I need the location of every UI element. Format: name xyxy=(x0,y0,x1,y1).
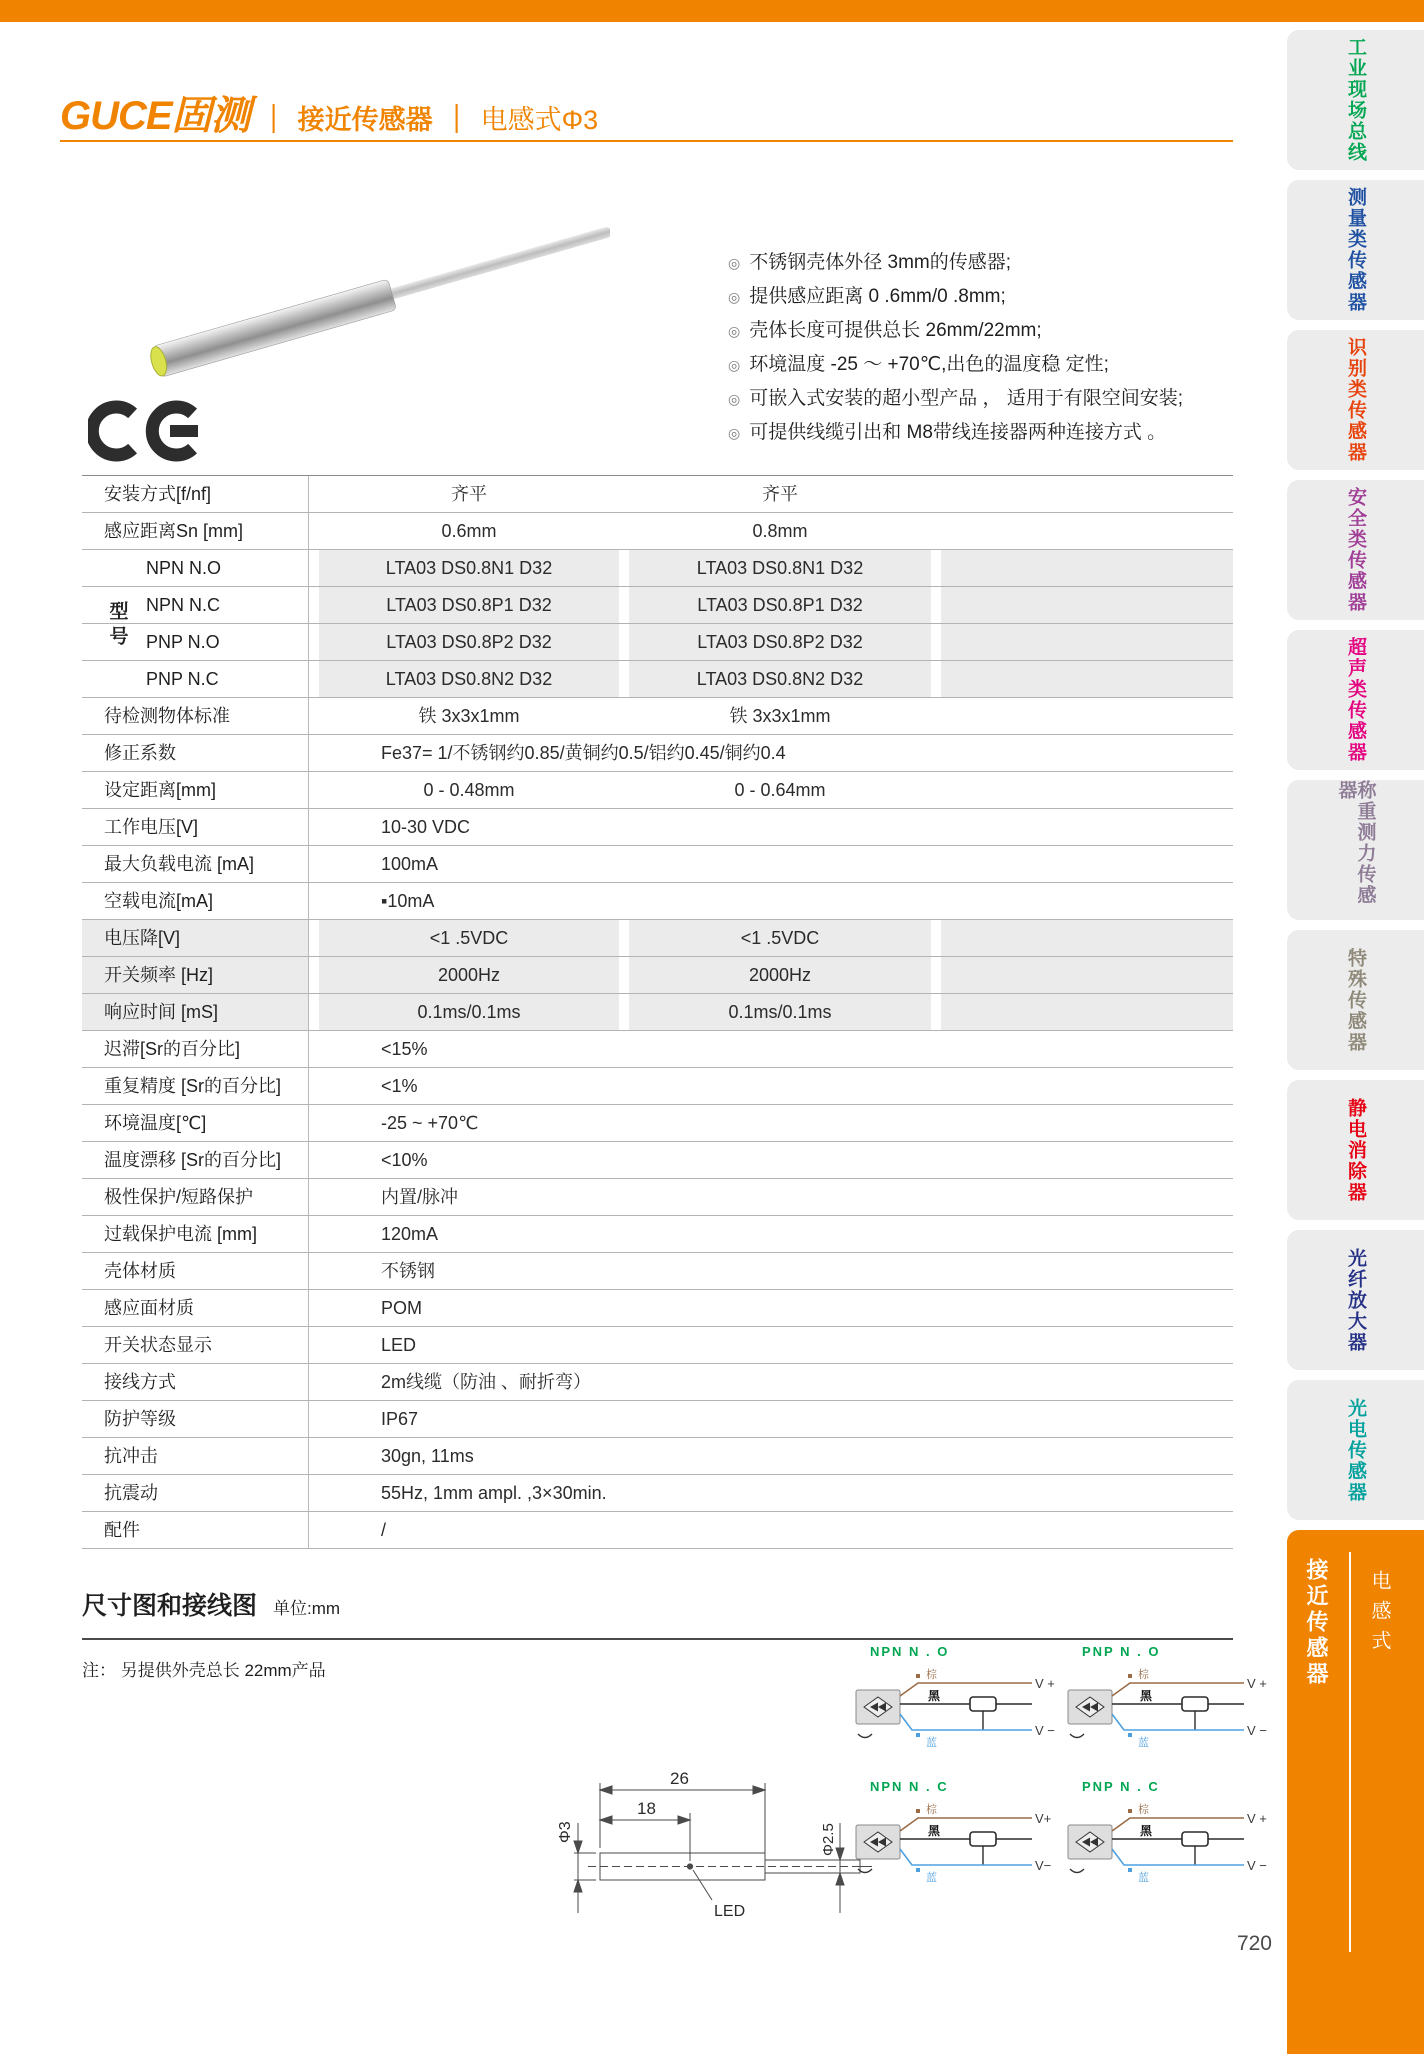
spec-value-col1: LTA03 DS0.8P2 D32 xyxy=(319,624,619,660)
spec-label: 待检测物体标准 xyxy=(82,698,309,734)
spec-value-col2: 齐平 xyxy=(762,484,798,504)
spec-value-col2: LTA03 DS0.8P2 D32 xyxy=(629,624,931,660)
spec-value-col1: 铁 3x3x1mm xyxy=(418,706,520,726)
spec-value-col3 xyxy=(941,624,1233,660)
spec-value-col3 xyxy=(941,587,1233,623)
feature-text: 环境温度 -25 ～ +70℃,出色的温度稳 定性; xyxy=(749,354,1109,375)
sidebar-tab-label: 识别类传感器 xyxy=(1345,337,1366,463)
wire-label-brown: 棕 xyxy=(926,1669,937,1681)
sidebar-tab-label: 工业现场总线 xyxy=(1345,37,1366,163)
feature-text: 壳体长度可提供总长 26mm/22mm; xyxy=(749,320,1042,341)
spec-value-col1: LTA03 DS0.8N2 D32 xyxy=(319,661,619,697)
spec-value-col1: 内置/脉冲 xyxy=(381,1187,459,1207)
wire-label-brown: 棕 xyxy=(1138,1669,1149,1681)
table-row xyxy=(82,1105,1233,1142)
spec-value-col1: POM xyxy=(381,1298,423,1318)
table-row xyxy=(82,1031,1233,1068)
spec-value-col2: 2000Hz xyxy=(629,957,931,993)
vminus-label: V − xyxy=(1247,1858,1267,1873)
sidebar-tab[interactable] xyxy=(1287,330,1424,470)
sidebar-tab-label: 称重测力传感器 xyxy=(1335,780,1376,906)
vplus-label: V+ xyxy=(1035,1811,1052,1826)
spec-label: 感应距离Sn [mm] xyxy=(82,513,309,549)
load-symbol xyxy=(1182,1832,1208,1846)
vminus-label: V − xyxy=(1247,1723,1267,1738)
feature-item xyxy=(728,348,1238,382)
spec-value-col2: <1 .5VDC xyxy=(629,920,931,956)
spec-label: 抗震动 xyxy=(82,1475,309,1511)
page-title: 电感式Φ3 xyxy=(480,105,599,135)
spec-value-col1: 100mA xyxy=(381,854,439,874)
spec-value-col2: 0.8mm xyxy=(752,521,808,541)
dim-body-length: 18 xyxy=(637,1799,656,1818)
bullet-icon: ◎ xyxy=(728,425,741,441)
vminus-label: V − xyxy=(1035,1723,1055,1738)
spec-value-col3 xyxy=(941,920,1233,956)
spec-value-col1: 10-30 VDC xyxy=(381,817,471,837)
sidebar-tab-label: 光电传感器 xyxy=(1345,1397,1366,1503)
spec-label: 修正系数 xyxy=(82,735,309,771)
table-row xyxy=(82,920,1233,957)
table-row xyxy=(82,661,1233,698)
wire-label-blue: 蓝 xyxy=(1138,1737,1149,1749)
table-row xyxy=(82,624,1233,661)
sidebar-active-divider xyxy=(1349,1552,1351,1952)
sidebar-tab-label: 静电消除器 xyxy=(1345,1097,1366,1203)
spec-value-col2: 0.1ms/0.1ms xyxy=(629,994,931,1030)
spec-label: 开关状态显示 xyxy=(82,1327,309,1363)
wire-label-black: 黑 xyxy=(1140,1689,1153,1703)
feature-item xyxy=(728,416,1238,450)
wiring-diagrams xyxy=(850,1638,1270,1908)
spec-value-col1: 120mA xyxy=(381,1224,439,1244)
spec-value-col3 xyxy=(941,698,1233,734)
dimension-drawing xyxy=(540,1728,890,1948)
spec-value-col3 xyxy=(941,550,1233,586)
spec-value-col1: LED xyxy=(381,1335,417,1355)
spec-label: PNP N.O xyxy=(82,624,309,660)
wiring-diagram xyxy=(1062,1638,1270,1773)
feature-item xyxy=(728,246,1238,280)
table-row xyxy=(82,1068,1233,1105)
spec-label: 抗冲击 xyxy=(82,1438,309,1474)
sensor-body xyxy=(152,279,396,377)
sidebar-tab[interactable] xyxy=(1287,30,1424,170)
feature-item xyxy=(728,382,1238,416)
wiring-title: PNP N . O xyxy=(1082,1644,1161,1659)
spec-label: NPN N.C xyxy=(82,587,309,623)
spec-value-col1: / xyxy=(381,1520,387,1540)
spec-value-col1: 2000Hz xyxy=(319,957,619,993)
spec-label: 设定距离[mm] xyxy=(82,772,309,808)
spec-label: 防护等级 xyxy=(82,1401,309,1437)
table-row xyxy=(82,550,1233,587)
spec-label: PNP N.C xyxy=(82,661,309,697)
spec-value-col1: 0 - 0.48mm xyxy=(423,780,515,800)
spec-value-col3 xyxy=(941,994,1233,1030)
bullet-icon: ◎ xyxy=(728,391,741,407)
spec-label: 感应面材质 xyxy=(82,1290,309,1326)
spec-value-col1: ▪10mA xyxy=(381,891,435,911)
header-divider: ｜ xyxy=(259,104,288,135)
sidebar-tab[interactable] xyxy=(1287,1230,1424,1370)
spec-value-col1: 55Hz, 1mm ampl. ,3×30min. xyxy=(381,1483,607,1503)
table-row xyxy=(82,1216,1233,1253)
sidebar-tab[interactable] xyxy=(1287,930,1424,1070)
spec-value-col1: Fe37= 1/不锈钢约0.85/黄铜约0.5/铝约0.45/铜约0.4 xyxy=(381,743,786,763)
spec-value-col1: <1% xyxy=(381,1076,418,1096)
vplus-label: V + xyxy=(1247,1676,1267,1691)
wiring-title: NPN N . C xyxy=(870,1779,949,1794)
sidebar-active-label: 接近传感器 xyxy=(1304,1558,1329,1688)
wiring-diagram xyxy=(850,1638,1058,1773)
wiring-diagram xyxy=(850,1773,1058,1908)
sidebar-tab-label: 安全类传感器 xyxy=(1345,487,1366,613)
table-row xyxy=(82,1179,1233,1216)
header-category: 接近传感器 xyxy=(297,105,433,135)
sidebar-tab-active[interactable] xyxy=(1287,1530,1424,2054)
table-row xyxy=(82,846,1233,883)
spec-value-col1: 30gn, 11ms xyxy=(381,1446,474,1466)
bullet-icon: ◎ xyxy=(728,289,741,305)
wiring-title: NPN N . O xyxy=(870,1644,950,1659)
wire-label-brown: 棕 xyxy=(1138,1804,1149,1816)
model-group-label: 型号 xyxy=(106,601,128,651)
table-row xyxy=(82,1253,1233,1290)
sidebar-tab[interactable] xyxy=(1287,1080,1424,1220)
spec-value-col2: LTA03 DS0.8N1 D32 xyxy=(629,550,931,586)
brand-logo: GUCE固测 xyxy=(60,94,250,138)
wire-label-black: 黑 xyxy=(1140,1824,1153,1838)
sidebar-tab-label: 超声类传感器 xyxy=(1345,637,1366,763)
vminus-label: V− xyxy=(1035,1858,1052,1873)
table-row xyxy=(82,587,1233,624)
wire-label-blue: 蓝 xyxy=(926,1872,937,1884)
spec-value-col3 xyxy=(941,476,1233,512)
page-header xyxy=(60,84,598,141)
spec-value-col1: 不锈钢 xyxy=(381,1261,435,1281)
spec-value-col1: <10% xyxy=(381,1150,428,1170)
spec-value-col2: 铁 3x3x1mm xyxy=(729,706,831,726)
sidebar-tab[interactable] xyxy=(1287,480,1424,620)
spec-label: 壳体材质 xyxy=(82,1253,309,1289)
table-row xyxy=(82,1364,1233,1401)
vplus-label: V + xyxy=(1035,1676,1055,1691)
spec-label: NPN N.O xyxy=(82,550,309,586)
spec-value-col1: IP67 xyxy=(381,1409,419,1429)
table-row xyxy=(82,1290,1233,1327)
spec-label: 开关频率 [Hz] xyxy=(82,957,309,993)
sidebar-tab[interactable] xyxy=(1287,780,1424,920)
spec-label: 工作电压[V] xyxy=(82,809,309,845)
section-title: 尺寸图和接线图 xyxy=(82,1592,258,1620)
load-symbol xyxy=(970,1832,996,1846)
feature-text: 可提供线缆引出和 M8带线连接器两种连接方式 。 xyxy=(749,422,1167,443)
bullet-icon: ◎ xyxy=(728,357,741,373)
table-row xyxy=(82,1327,1233,1364)
spec-value-col3 xyxy=(941,957,1233,993)
section-title-row xyxy=(82,1586,340,1622)
dim-total-length: 26 xyxy=(670,1769,689,1788)
table-row xyxy=(82,1475,1233,1512)
table-row xyxy=(82,735,1233,772)
top-accent-bar xyxy=(0,0,1424,22)
spec-value-col1: LTA03 DS0.8N1 D32 xyxy=(319,550,619,586)
spec-value-col1: LTA03 DS0.8P1 D32 xyxy=(319,587,619,623)
spec-label: 安装方式[f/nf] xyxy=(82,476,309,512)
spec-value-col1: 0.1ms/0.1ms xyxy=(319,994,619,1030)
spec-label: 电压降[V] xyxy=(82,920,309,956)
bullet-icon: ◎ xyxy=(728,323,741,339)
spec-label: 响应时间 [mS] xyxy=(82,994,309,1030)
spec-value-col2: LTA03 DS0.8P1 D32 xyxy=(629,587,931,623)
spec-value-col1: <15% xyxy=(381,1039,428,1059)
spec-label: 迟滞[Sr的百分比] xyxy=(82,1031,309,1067)
table-row xyxy=(82,1438,1233,1475)
load-symbol xyxy=(970,1697,996,1711)
spec-label: 环境温度[℃] xyxy=(82,1105,309,1141)
wire-label-black: 黑 xyxy=(928,1689,941,1703)
feature-item xyxy=(728,280,1238,314)
spec-value-col3 xyxy=(941,513,1233,549)
dim-cable-diameter: Φ2.5 xyxy=(820,1823,837,1856)
spec-value-col2: 0 - 0.64mm xyxy=(734,780,826,800)
spec-table xyxy=(82,475,1233,1549)
spec-value-col1: 0.6mm xyxy=(441,521,497,541)
table-row xyxy=(82,994,1233,1031)
spec-value-col1: 2m线缆（防油 、耐折弯） xyxy=(381,1372,592,1392)
table-row xyxy=(82,698,1233,735)
feature-item xyxy=(728,314,1238,348)
feature-list xyxy=(728,246,1238,450)
feature-text: 提供感应距离 0 .6mm/0 .8mm; xyxy=(749,286,1006,307)
section-note: 注： 另提供外壳总长 22mm产品 xyxy=(82,1661,326,1680)
spec-value-col1: <1 .5VDC xyxy=(319,920,619,956)
wiring-diagram xyxy=(1062,1773,1270,1908)
header-rule xyxy=(60,140,1233,142)
table-row xyxy=(82,513,1233,550)
spec-value-col1: 齐平 xyxy=(451,484,487,504)
spec-value-col3 xyxy=(941,661,1233,697)
section-unit: 单位:mm xyxy=(273,1599,341,1618)
wiring-title: PNP N . C xyxy=(1082,1779,1160,1794)
sidebar-active-sublabel: 电感式 xyxy=(1368,1570,1390,1660)
dim-led-label: LED xyxy=(714,1903,746,1920)
wire-label-blue: 蓝 xyxy=(926,1737,937,1749)
bullet-icon: ◎ xyxy=(728,255,741,271)
load-symbol xyxy=(1182,1697,1208,1711)
spec-label: 接线方式 xyxy=(82,1364,309,1400)
spec-label: 过载保护电流 [mm] xyxy=(82,1216,309,1252)
table-row xyxy=(82,809,1233,846)
sidebar-tab[interactable] xyxy=(1287,180,1424,320)
sidebar-tab-label: 测量类传感器 xyxy=(1345,187,1366,313)
sidebar-tab[interactable] xyxy=(1287,1380,1424,1520)
spec-label: 温度漂移 [Sr的百分比] xyxy=(82,1142,309,1178)
sidebar-tab-label: 光纤放大器 xyxy=(1345,1247,1366,1353)
wire-label-black: 黑 xyxy=(928,1824,941,1838)
sidebar-nav xyxy=(1287,30,1424,1520)
wire-label-brown: 棕 xyxy=(926,1804,937,1816)
table-row xyxy=(82,957,1233,994)
spec-value-col3 xyxy=(941,772,1233,808)
sensor-cable xyxy=(384,226,610,301)
table-row xyxy=(82,1142,1233,1179)
spec-value-col2: LTA03 DS0.8N2 D32 xyxy=(629,661,931,697)
sidebar-tab[interactable] xyxy=(1287,630,1424,770)
table-row xyxy=(82,476,1233,513)
feature-text: 不锈钢壳体外径 3mm的传感器; xyxy=(749,252,1011,273)
spec-label: 配件 xyxy=(82,1512,309,1548)
table-row xyxy=(82,1401,1233,1438)
header-divider: ｜ xyxy=(442,104,471,135)
wire-label-blue: 蓝 xyxy=(1138,1872,1149,1884)
table-row xyxy=(82,1512,1233,1549)
vplus-label: V + xyxy=(1247,1811,1267,1826)
table-row xyxy=(82,883,1233,920)
sidebar-tab-label: 特殊传感器 xyxy=(1345,947,1366,1053)
spec-value-col1: -25 ~ +70℃ xyxy=(381,1113,479,1133)
ce-mark-icon xyxy=(88,398,208,464)
spec-label: 极性保护/短路保护 xyxy=(82,1179,309,1215)
spec-label: 最大负载电流 [mA] xyxy=(82,846,309,882)
page-number: 720 xyxy=(1236,1932,1272,1955)
feature-text: 可嵌入式安装的超小型产品 ， 适用于有限空间安装; xyxy=(749,388,1184,409)
dim-diameter: Φ3 xyxy=(557,1821,574,1843)
spec-rows xyxy=(82,476,1233,1549)
spec-label: 重复精度 [Sr的百分比] xyxy=(82,1068,309,1104)
table-row xyxy=(82,772,1233,809)
spec-label: 空载电流[mA] xyxy=(82,883,309,919)
